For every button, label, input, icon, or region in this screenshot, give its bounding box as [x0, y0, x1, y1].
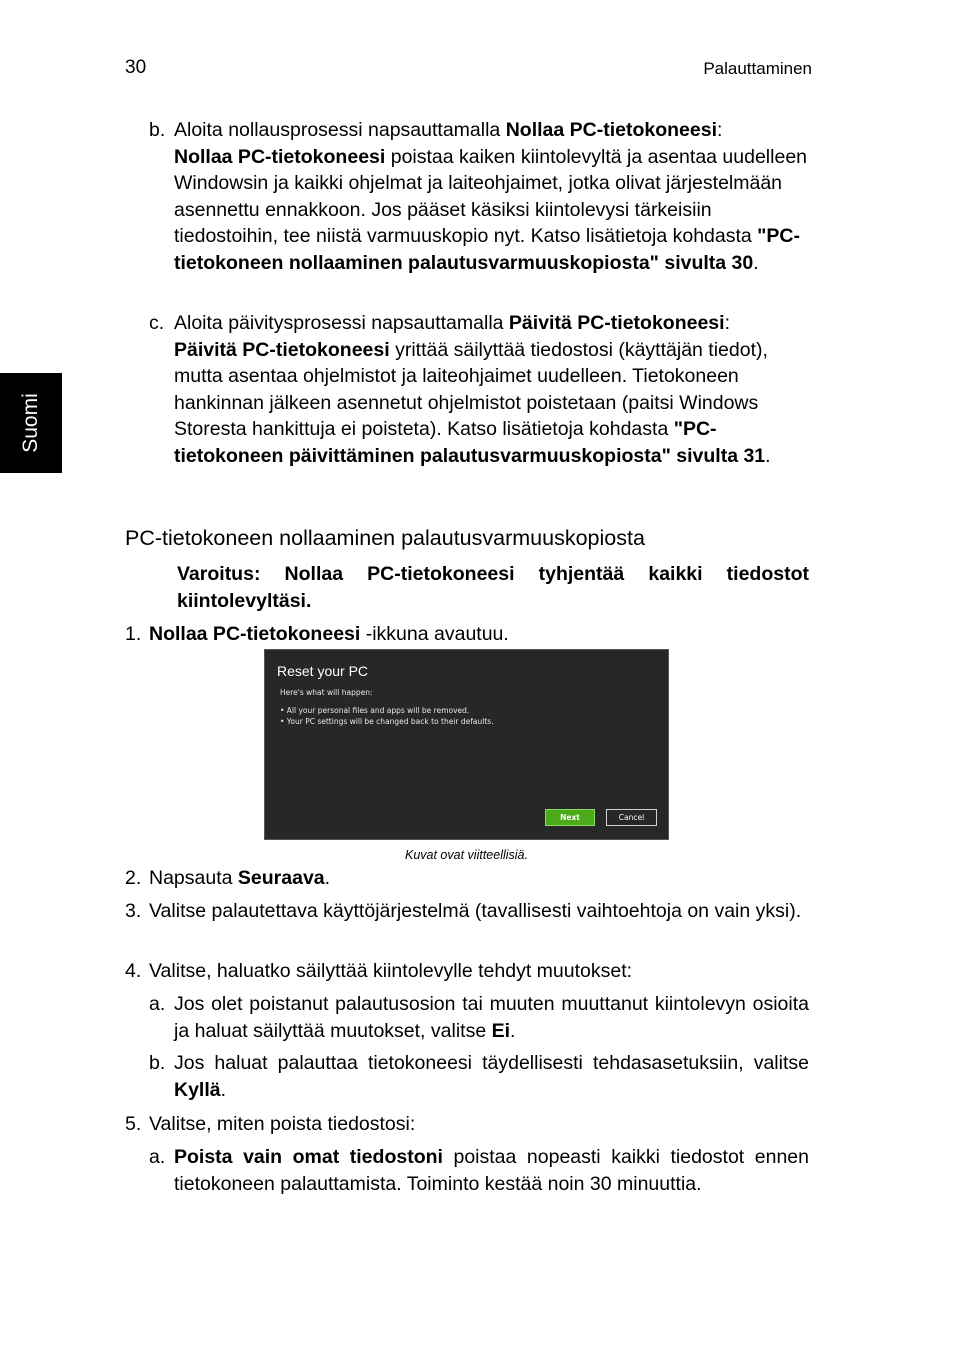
step-marker-4: 4.: [125, 960, 142, 982]
list-marker-c: c.: [149, 312, 165, 334]
bold-term: Ei: [491, 1019, 511, 1042]
step-2: Napsauta Seuraava.: [149, 867, 331, 889]
list-item-c: Aloita päivitysprosessi napsauttamalla Päivitä PC-tietokoneesi: Päivitä PC-tietokoneesi yrittää säilyttää tiedostosi (käyttäjän tiedot), mutta asentaa ohjelmistot ja laiteohjaimet uudelleen. Tietokoneen hankinnan jälkeen asennetut ohjelmistot poistetaan (paitsi Windows Storesta hankittuja ei poisteta). Katso lisätietoja kohdasta "PC-tietokoneen päivittäminen palautusvarmuuskopiosta" sivulta 31.: [174, 312, 771, 467]
dialog-line: • All your personal files and apps will be removed.: [280, 706, 470, 715]
step-marker-2: 2.: [125, 867, 142, 889]
substep-marker-5a: a.: [149, 1146, 166, 1168]
bold-term: Päivitä PC-tietokoneesi: [174, 338, 390, 361]
substep-marker-4b: b.: [149, 1052, 166, 1074]
bold-term: Nollaa PC-tietokoneesi: [174, 145, 386, 168]
step-5: Valitse, miten poista tiedostosi:: [149, 1113, 416, 1135]
bold-term: Poista vain omat tiedostoni: [174, 1146, 443, 1168]
step-marker-1: 1.: [125, 623, 142, 645]
substep-4b: Jos haluat palauttaa tietokoneesi täydellisesti tehdasasetuksiin, valitse Kyllä.: [174, 1052, 809, 1101]
next-button[interactable]: Next: [545, 809, 595, 826]
dialog-line: • Your PC settings will be changed back to their defaults.: [280, 717, 494, 726]
step-3: Valitse palautettava käyttöjärjestelmä (tavallisesti vaihtoehtoja on vain yksi).: [149, 900, 802, 922]
reset-pc-screenshot: [264, 649, 669, 840]
list-marker-b: b.: [149, 119, 166, 141]
step-marker-5: 5.: [125, 1113, 142, 1135]
image-caption: Kuvat ovat viitteellisiä.: [405, 848, 528, 862]
bold-term: Nollaa PC-tietokoneesi: [505, 119, 718, 141]
section-heading: PC-tietokoneen nollaaminen palautusvarmuuskopiosta: [125, 526, 645, 550]
step-marker-3: 3.: [125, 900, 142, 922]
bold-term: Seuraava: [237, 867, 325, 889]
page-number: 30: [125, 57, 147, 78]
cross-reference: "PC-tietokoneen päivittäminen palautusvarmuuskopiosta" sivulta 31: [174, 418, 766, 467]
bold-term: Kyllä: [174, 1078, 221, 1101]
bold-term: Päivitä PC-tietokoneesi: [508, 312, 725, 334]
running-header: Palauttaminen: [703, 59, 812, 78]
bold-term: Nollaa PC-tietokoneesi: [149, 623, 361, 645]
list-item-b: Aloita nollausprosessi napsauttamalla Nollaa PC-tietokoneesi: Nollaa PC-tietokoneesi poistaa kaiken kiintolevyltä ja asentaa uudelleen Windowsin ja kaikki ohjelmat ja laiteohjaimet, jotka olivat järjestelmään asennettu ennakkoon. Jos pääset käsiksi kiintolevysi tärkeisiin tiedostoihin, tee niistä varmuuskopio nyt. Katso lisätietoja kohdasta "PC-tietokoneen nollaaminen palautusvarmuuskopiosta" sivulta 30.: [174, 119, 808, 274]
language-tab: [0, 373, 62, 473]
language-tab-label: Suomi: [19, 393, 42, 453]
cancel-button[interactable]: Cancel: [606, 809, 657, 826]
warning-text: Varoitus: Nollaa PC-tietokoneesi tyhjentää kaikki tiedostot kiintolevyltäsi.: [177, 563, 809, 612]
substep-marker-4a: a.: [149, 993, 166, 1015]
dialog-title: Reset your PC: [277, 663, 369, 679]
step-4: Valitse, haluatko säilyttää kiintolevylle tehdyt muutokset:: [149, 960, 633, 982]
dialog-subtitle: Here's what will happen:: [280, 688, 373, 697]
cross-reference: "PC-tietokoneen nollaaminen palautusvarmuuskopiosta" sivulta 30: [174, 225, 800, 274]
substep-5a: Poista vain omat tiedostoni poistaa nopeasti kaikki tiedostot ennen tietokoneen palauttamista. Toiminto kestää noin 30 minuuttia.: [174, 1146, 809, 1195]
step-1: Nollaa PC-tietokoneesi -ikkuna avautuu.: [149, 623, 509, 645]
substep-4a: Jos olet poistanut palautusosion tai muuten muuttanut kiintolevyn osioita ja haluat säilyttää muutokset, valitse Ei.: [174, 993, 809, 1042]
